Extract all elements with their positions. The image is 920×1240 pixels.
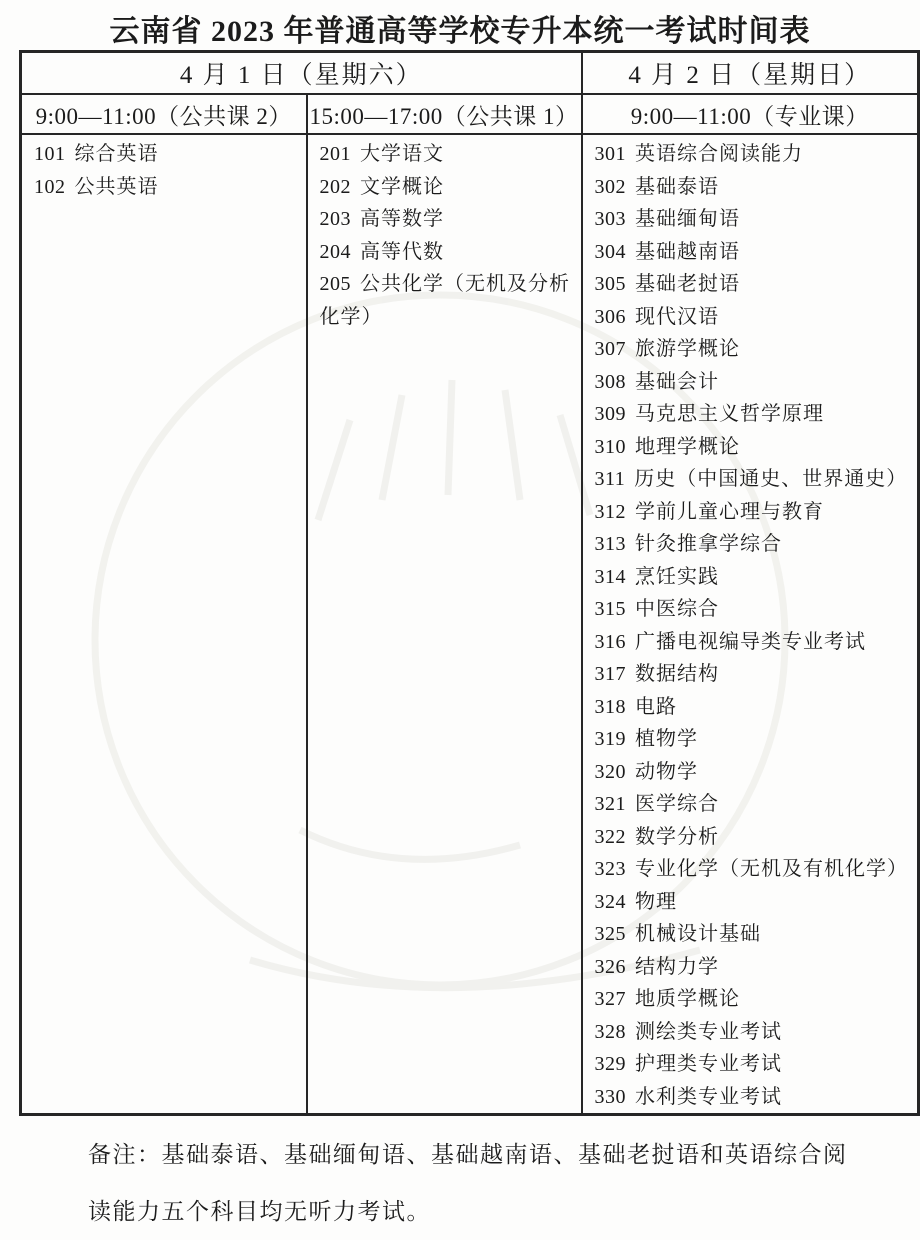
- subject-code: 312: [594, 500, 627, 523]
- subject-code: 315: [594, 598, 627, 620]
- subject-item: [320, 203, 575, 236]
- subject-item: [595, 236, 912, 269]
- session-header-major-course: 9:00—11:00（专业课）: [582, 94, 919, 134]
- day-header-row: [21, 52, 919, 95]
- subject-name: 基础会计: [635, 370, 720, 393]
- subject-item: [595, 821, 912, 854]
- subject-name: 广播电视编导类专业考试: [635, 630, 867, 653]
- subjects-cell-day2-morning: [582, 134, 919, 1115]
- subject-item: [595, 171, 912, 204]
- subject-item: [595, 1016, 912, 1049]
- subject-code: 329: [594, 1053, 627, 1075]
- subject-name: 动物学: [635, 760, 699, 783]
- subject-name: 数据结构: [635, 663, 720, 685]
- subject-item: [595, 788, 912, 821]
- subject-item: [595, 528, 912, 561]
- subject-code: 307: [594, 338, 627, 360]
- subject-code: 305: [594, 273, 627, 295]
- subject-name: 地质学概论: [635, 988, 741, 1010]
- subject-name: 基础越南语: [635, 240, 741, 263]
- subject-name: 英语综合阅读能力: [635, 143, 804, 165]
- session-header-public-course-2: 9:00—11:00（公共课 2）: [21, 94, 307, 134]
- subject-item: [320, 268, 575, 333]
- subject-name: 文学概论: [360, 175, 444, 198]
- subject-code: 318: [594, 695, 627, 718]
- day-header-april-1: 4 月 1 日（星期六）: [21, 52, 582, 95]
- subject-code: 301: [594, 143, 627, 165]
- subject-item: [595, 886, 912, 919]
- subject-code: 330: [594, 1085, 627, 1108]
- session-header-public-course-1: 15:00—17:00（公共课 1）: [307, 94, 582, 134]
- subject-code: 316: [594, 630, 627, 653]
- subject-item: [595, 398, 912, 431]
- subject-name: 基础泰语: [635, 175, 720, 198]
- subject-item: [595, 756, 912, 789]
- subject-item: [595, 593, 912, 626]
- subject-item: [595, 918, 912, 951]
- subject-code: 308: [594, 370, 627, 393]
- subject-item: [595, 496, 912, 529]
- subject-code: 321: [594, 793, 627, 815]
- subject-code: 320: [594, 760, 627, 783]
- subject-name: 高等数学: [360, 208, 444, 230]
- subjects-cell-day1-morning: [21, 134, 307, 1115]
- subject-name: 测绘类专业考试: [635, 1020, 783, 1043]
- subject-name: 结构力学: [635, 955, 720, 978]
- subject-item: [595, 138, 912, 171]
- timetable-header: [21, 52, 919, 135]
- subject-name: 针灸推拿学综合: [635, 533, 783, 555]
- subject-item: [595, 983, 912, 1016]
- subject-code: 313: [594, 533, 627, 555]
- subject-code: 322: [594, 825, 627, 848]
- footer-note: 备注：基础泰语、基础缅甸语、基础越南语、基础老挝语和英语综合阅读能力五个科目均无听力考试。: [88, 1142, 848, 1224]
- subject-name: 护理类专业考试: [635, 1053, 783, 1075]
- subject-code: 302: [594, 175, 627, 198]
- subject-item: [595, 691, 912, 724]
- page-title: 云南省 2023 年普通高等学校专升本统一考试时间表: [109, 15, 811, 48]
- subject-item: [320, 171, 575, 204]
- subject-name: 基础缅甸语: [635, 208, 741, 230]
- subject-item: [595, 203, 912, 236]
- subject-item: [595, 658, 912, 691]
- subject-item: [595, 723, 912, 756]
- subject-code: 309: [594, 403, 627, 425]
- subject-name: 专业化学（无机及有机化学）: [635, 858, 909, 880]
- subject-name: 高等代数: [360, 240, 444, 263]
- timetable-body: [21, 134, 919, 1115]
- subjects-row: [21, 134, 919, 1115]
- subject-code: 314: [594, 565, 627, 588]
- subject-item: [595, 301, 912, 334]
- subject-name: 学前儿童心理与教育: [635, 500, 825, 523]
- subject-item: [595, 626, 912, 659]
- subject-name: 地理学概论: [635, 435, 741, 458]
- subject-name: 中医综合: [635, 598, 720, 620]
- subject-code: 311: [594, 468, 626, 490]
- subject-name: 马克思主义哲学原理: [635, 403, 825, 425]
- subject-name: 水利类专业考试: [635, 1085, 783, 1108]
- subject-name: 数学分析: [635, 825, 720, 848]
- subject-code: 325: [594, 923, 627, 945]
- subject-item: [595, 853, 912, 886]
- subject-item: [595, 463, 912, 496]
- subject-item: [595, 951, 912, 984]
- subject-code: 327: [594, 988, 627, 1010]
- subject-code: 202: [319, 175, 351, 198]
- subject-name: 公共化学（无机及分析化学）: [319, 273, 570, 328]
- subject-item: [595, 333, 912, 366]
- subject-code: 306: [594, 305, 627, 328]
- subject-item: [595, 431, 912, 464]
- subject-item: [34, 138, 300, 171]
- day-header-april-2: 4 月 2 日（星期日）: [582, 52, 919, 95]
- subject-code: 101: [34, 143, 66, 165]
- subject-code: 102: [34, 175, 66, 198]
- subject-name: 大学语文: [360, 143, 444, 165]
- subject-code: 304: [594, 240, 627, 263]
- subject-name: 旅游学概论: [635, 338, 741, 360]
- subject-item: [595, 561, 912, 594]
- subject-code: 310: [594, 435, 627, 458]
- subject-item: [595, 1048, 912, 1081]
- subject-code: 201: [319, 143, 351, 165]
- subject-name: 植物学: [635, 728, 699, 750]
- subject-code: 203: [319, 208, 351, 230]
- subject-code: 326: [594, 955, 627, 978]
- session-header-row: [21, 94, 919, 134]
- subject-name: 电路: [635, 695, 678, 718]
- subject-code: 324: [594, 890, 627, 913]
- subject-code: 205: [319, 273, 351, 295]
- subject-item: [320, 236, 575, 269]
- subject-name: 现代汉语: [635, 305, 720, 328]
- subject-name: 烹饪实践: [635, 565, 720, 588]
- subject-code: 303: [594, 208, 627, 230]
- subject-name: 物理: [635, 890, 678, 913]
- subject-name: 综合英语: [74, 143, 159, 165]
- subject-name: 机械设计基础: [635, 923, 762, 945]
- subject-code: 328: [594, 1020, 627, 1043]
- subject-item: [595, 1081, 912, 1114]
- subject-code: 204: [319, 240, 351, 263]
- subjects-cell-day1-afternoon: [307, 134, 582, 1115]
- subject-name: 历史（中国通史、世界通史）: [634, 468, 908, 490]
- subject-item: [595, 268, 912, 301]
- subject-code: 323: [594, 858, 627, 880]
- subject-item: [595, 366, 912, 399]
- subject-name: 医学综合: [635, 793, 720, 815]
- subject-name: 公共英语: [74, 175, 159, 198]
- subject-code: 319: [594, 728, 627, 750]
- subject-item: [34, 171, 300, 204]
- subject-code: 317: [594, 663, 627, 685]
- subject-name: 基础老挝语: [635, 273, 741, 295]
- subject-item: [320, 138, 575, 171]
- exam-timetable: [19, 50, 920, 1116]
